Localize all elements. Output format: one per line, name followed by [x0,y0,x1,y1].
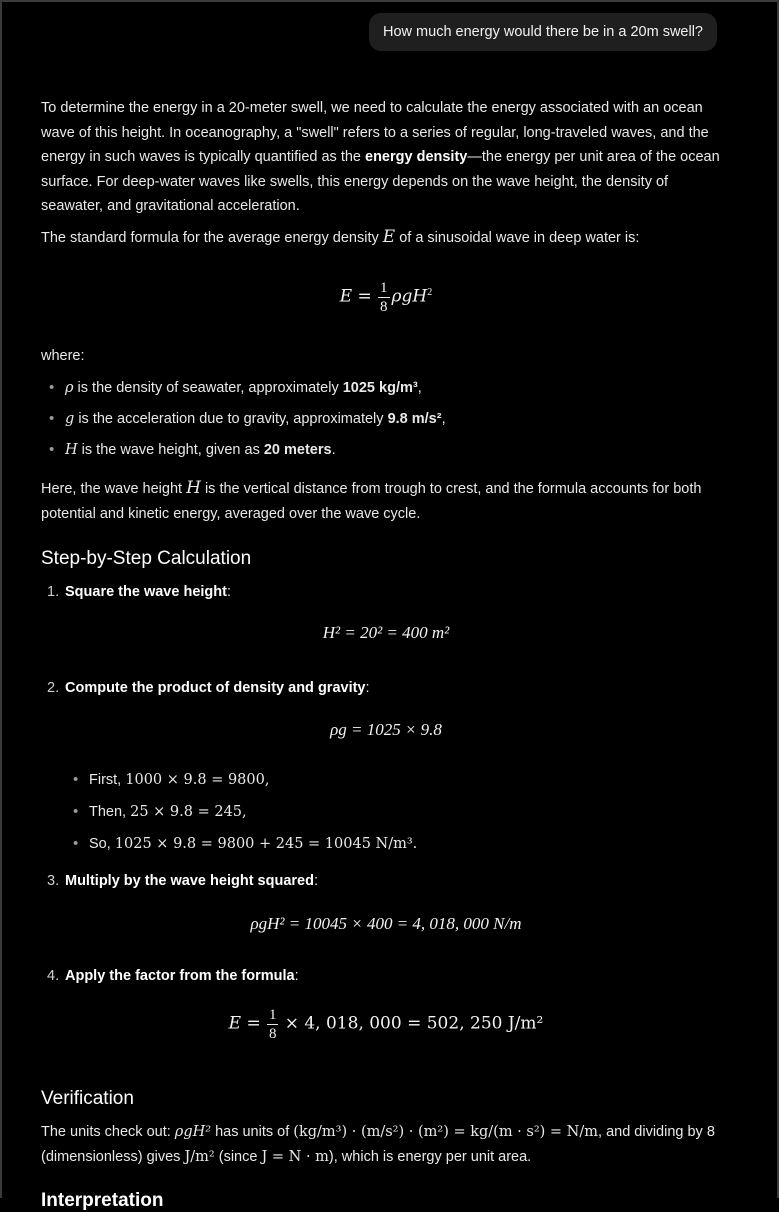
step-3: 3. Multiply by the wave height squared: [47,873,318,889]
list-item: • So, 1025 × 9.8 = 9800 + 245 = 10045 N/m³. [65,832,725,856]
variables-list [41,376,731,462]
here-paragraph: Here, the wave height H is the vertical distance from trough to crest, and the formula accounts for both potential and kinetic energy, averaged over the wave cycle. [41,478,702,522]
list-item: • ρ is the density of seawater, approximately 1025 kg/m³, [41,376,731,400]
verification-paragraph: The units check out: ρgH² has units of (kg/m³) · (m/s²) · (m²) = kg/(m · s²) = N/m, and dividing by 8 (dimensionless) gives J/m² (since J = N · m), which is energy per unit area. [41,1124,715,1165]
equation-wave-height-squared: H² = 20² = 400 m² [322,623,450,642]
where-label: where: [41,348,85,364]
heading-interpretation: Interpretation [41,1190,164,1211]
user-message-bubble: How much energy would there be in a 20m swell? [369,13,717,51]
sub-calculation-list [65,768,725,856]
intro-paragraph-2: The standard formula for the average energy density E of a sinusoidal wave in deep water is: [41,226,640,247]
equation-final-energy: E = $\frac{1}{8}$ × 4, 018, 000 = 502, 250 J/m² [228,1007,544,1042]
equation-product: ρgH² = 10045 × 400 = 4, 018, 000 N/m [250,914,522,933]
list-item: • g is the acceleration due to gravity, approximately 9.8 m/s², [41,407,731,431]
main-formula: E = $\frac{1}{8}$ ρgH$^2$ [339,280,433,315]
list-item: • Then, 25 × 9.8 = 245, [65,800,725,824]
heading-step-by-step: Step-by-Step Calculation [41,548,252,569]
list-item: • H is the wave height, given as 20 meters. [41,438,731,462]
equation-density-gravity: ρg = 1025 × 9.8 [330,720,442,739]
assistant-response [41,96,731,1211]
list-item: • First, 1000 × 9.8 = 9800, [65,768,725,792]
step-2: 2. Compute the product of density and gravity: [47,680,370,696]
step-1: 1. Square the wave height: [47,584,231,600]
intro-paragraph-1: To determine the energy in a 20-meter swell, we need to calculate the energy associated with an ocean wave of this height. In oceanography, a "swell" refers to a series of regular, long-traveled waves, and the energy in such waves is typically quantified as the energy density—the energy per unit area of the ocean surface. For deep-water waves like swells, this energy depends on the wave height, the density of seawater, and gravitational acceleration. [41,100,720,214]
heading-verification: Verification [41,1088,134,1109]
step-4: 4. Apply the factor from the formula: [47,968,299,984]
